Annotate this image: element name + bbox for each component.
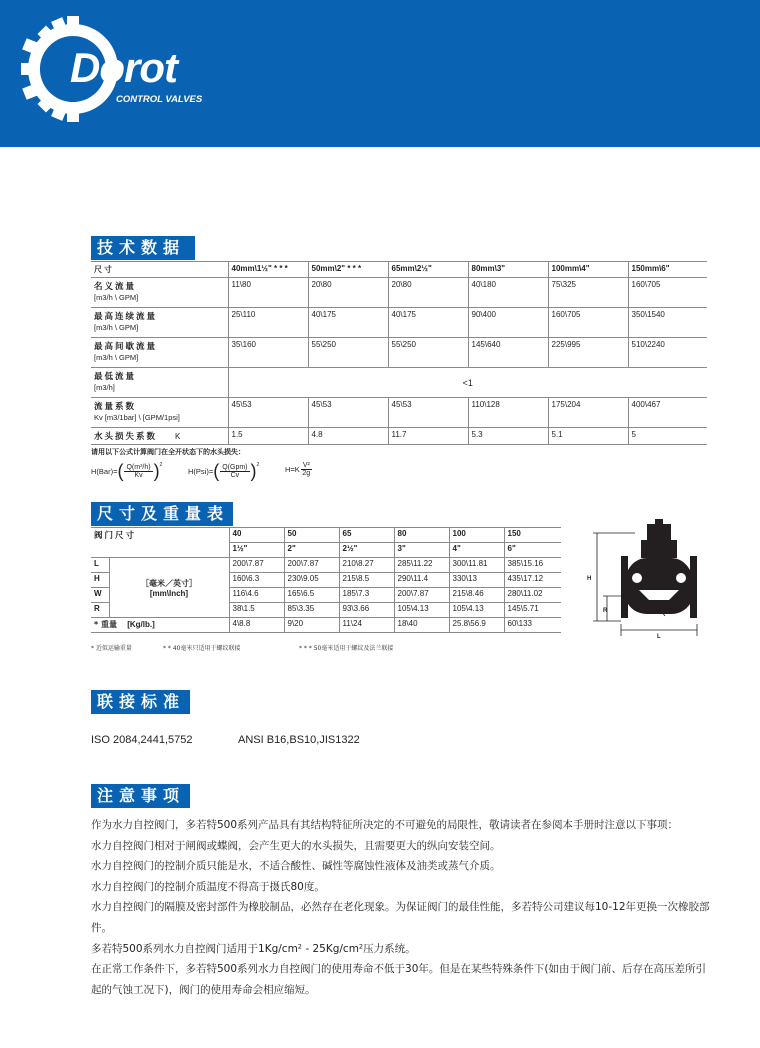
table-cell: 290\11.4 xyxy=(394,573,449,588)
note-paragraph: 水力自控阀门的隔膜及密封部件为橡胶制品，必然存在老化现象。为保证阀门的最佳性能，多若特公司建议每10-12年更换一次橡胶部件。 xyxy=(91,901,710,934)
table-cell: 215\8.46 xyxy=(449,588,504,603)
mm-size: 65 xyxy=(339,528,394,543)
table-cell: 215\8.5 xyxy=(339,573,394,588)
table-cell: 510\2240 xyxy=(628,338,707,368)
dim-label-w: W xyxy=(655,607,661,613)
row-unit-inline: K xyxy=(175,432,181,441)
table-cell: 160\705 xyxy=(628,278,707,308)
table-cell: 45\53 xyxy=(308,398,388,428)
footnote: * * 40毫米只适用于螺纹联接 xyxy=(163,645,241,652)
table-row xyxy=(91,338,707,368)
table-cell: 185\7.3 xyxy=(339,588,394,603)
table-cell: 5.1 xyxy=(548,428,628,445)
table-cell: 45\53 xyxy=(388,398,468,428)
table-row xyxy=(91,558,561,573)
footnote: * 近似运输重量 xyxy=(91,645,132,652)
dim-label-l: L xyxy=(657,634,661,640)
table-cell: 38\1.5 xyxy=(229,603,284,618)
table-cell: 116\4.6 xyxy=(229,588,284,603)
row-unit: [m3/h \ GPM] xyxy=(94,323,139,332)
weight-label-cell xyxy=(91,618,229,633)
mm-size: 40 xyxy=(229,528,284,543)
table-cell: 435\17.12 xyxy=(504,573,561,588)
table-cell: 60\133 xyxy=(504,618,561,633)
formula-exponent: 2 xyxy=(256,462,260,468)
table-cell: 330\13 xyxy=(449,573,504,588)
formula-fraction xyxy=(301,462,312,477)
formula-left: H(Psi)= xyxy=(188,466,214,476)
row-label: 水头损失系数 xyxy=(94,432,158,442)
mm-size: 80 xyxy=(394,528,449,543)
paren-close: ) xyxy=(153,461,160,481)
row-unit: [m3/h \ GPM] xyxy=(94,353,139,362)
formula-denominator: Cv xyxy=(230,471,240,479)
note-paragraph: 在正常工作条件下，多若特500系列水力自控阀门的使用寿命不低于30年。但是在某些特殊条件下(如由于阀门前、后存在高压差所引起的气蚀工况下)，阀门的使用寿命会相应缩短。 xyxy=(91,963,706,996)
standard-iso: ISO 2084,2441,5752 xyxy=(91,734,193,746)
note-paragraph: 多若特500系列水力自控阀门适用于1Kg/cm² - 25Kg/cm²压力系统。 xyxy=(91,942,416,955)
table-cell: 145\640 xyxy=(468,338,548,368)
table-cell: 25.8\56.9 xyxy=(449,618,504,633)
header-40: 40mm\1½" * * * xyxy=(228,262,308,278)
formula-fraction xyxy=(220,464,249,479)
table-cell: 105\4.13 xyxy=(449,603,504,618)
row-unit: [m3/h] xyxy=(94,383,115,392)
table-cell: 385\15.16 xyxy=(504,558,561,573)
formula-note: 请用以下公式计算阀门在全开状态下的水头损失： xyxy=(91,448,245,456)
row-unit: [m3/h \ GPM] xyxy=(94,293,139,302)
table-cell: 105\4.13 xyxy=(394,603,449,618)
mm-size: 150 xyxy=(504,528,561,543)
table-cell: 35\160 xyxy=(228,338,308,368)
note-paragraph: 作为水力自控阀门，多若特500系列产品具有其结构特征所决定的不可避免的局限性，敬请读者在参阅本手册时注意以下事项： xyxy=(91,819,679,831)
row-label: 流量系数 xyxy=(94,402,137,412)
table-cell: 110\128 xyxy=(468,398,548,428)
table-cell: 45\53 xyxy=(228,398,308,428)
table-cell: 9\20 xyxy=(284,618,339,633)
unit-label-en: [mm\Inch] xyxy=(149,588,189,598)
logo-wordmark: Dorot xyxy=(70,44,177,91)
table-cell: 40\175 xyxy=(308,308,388,338)
row-label: 最低流量 xyxy=(94,372,137,382)
table-row xyxy=(91,278,707,308)
table-cell: 285\11.22 xyxy=(394,558,449,573)
table-cell: 55\250 xyxy=(388,338,468,368)
footnote: * * * 50毫米适用于螺纹及法兰联接 xyxy=(299,645,394,652)
paren-open: ( xyxy=(213,461,220,481)
table-cell: 4\8.8 xyxy=(229,618,284,633)
inch-size: 4" xyxy=(449,543,504,558)
row-key: L xyxy=(91,558,109,573)
table-cell: 5.3 xyxy=(468,428,548,445)
formula-exponent: 2 xyxy=(159,462,163,468)
table-cell: 200\7.87 xyxy=(284,558,339,573)
inch-size: 6" xyxy=(504,543,561,558)
table-cell: 5 xyxy=(628,428,707,445)
table-cell: 165\6.5 xyxy=(284,588,339,603)
table-cell: 55\250 xyxy=(308,338,388,368)
table-cell: 350\1540 xyxy=(628,308,707,338)
note-paragraph: 水力自控阀门的控制介质温度不得高于摄氏80度。 xyxy=(91,880,325,893)
min-flow-value: <1 xyxy=(228,368,707,398)
formula-denominator: Kv xyxy=(134,471,143,479)
table-cell: 11.7 xyxy=(388,428,468,445)
header-100: 100mm\4" xyxy=(548,262,628,278)
table-row xyxy=(91,368,707,398)
inch-size: 1½" xyxy=(229,543,284,558)
unit-label-cn: ［毫米／英寸］ xyxy=(141,578,197,588)
table-row xyxy=(91,308,707,338)
formula-denominator: 2g xyxy=(302,470,311,477)
table-cell: 200\7.87 xyxy=(229,558,284,573)
formula-left: H(Bar)= xyxy=(91,466,118,476)
formula-numerator: Q(m³/h) xyxy=(126,463,151,471)
table-cell: 160\6.3 xyxy=(229,573,284,588)
dimensions-table xyxy=(91,527,561,633)
section-title-dimensions: 尺寸及重量表 xyxy=(91,502,233,526)
paren-open: ( xyxy=(117,461,124,481)
row-key: H xyxy=(91,573,109,588)
table-cell: 40\180 xyxy=(468,278,548,308)
unit-cell xyxy=(109,558,229,618)
note-paragraph: 水力自控阀门相对于闸阀或蝶阀，会产生更大的水头损失，且需要更大的纵向安装空间。 xyxy=(91,839,501,852)
table-cell: 85\3.35 xyxy=(284,603,339,618)
formula-k xyxy=(285,462,313,477)
mm-size: 50 xyxy=(284,528,339,543)
table-cell: 18\40 xyxy=(394,618,449,633)
valve-diagram xyxy=(585,518,715,650)
row-label: 最高连续流量 xyxy=(94,312,158,322)
table-cell: 145\5.71 xyxy=(504,603,561,618)
table-cell: 300\11.81 xyxy=(449,558,504,573)
table-cell: 20\80 xyxy=(388,278,468,308)
table-cell: 4.8 xyxy=(308,428,388,445)
table-cell: 200\7.87 xyxy=(394,588,449,603)
tech-data-table xyxy=(91,261,707,445)
section-title-standards: 联接标准 xyxy=(91,690,190,714)
header-80: 80mm\3" xyxy=(468,262,548,278)
section-title-notes: 注意事项 xyxy=(91,784,190,808)
table-cell: 225\995 xyxy=(548,338,628,368)
formula-numerator: V² xyxy=(302,462,310,469)
inch-size: 2½" xyxy=(339,543,394,558)
table-cell: 93\3.66 xyxy=(339,603,394,618)
mm-size: 100 xyxy=(449,528,504,543)
table-header-row xyxy=(91,528,561,543)
dim-label-r: R xyxy=(603,608,608,614)
dorot-logo xyxy=(18,14,218,124)
weight-label: * 重量 xyxy=(94,620,117,629)
header-valve-size: 阀门尺寸 xyxy=(94,531,137,541)
table-row xyxy=(91,398,707,428)
row-label: 最高间歇流量 xyxy=(94,342,158,352)
table-cell: 230\9.05 xyxy=(284,573,339,588)
notes-body xyxy=(91,815,711,1000)
table-cell: 40\175 xyxy=(388,308,468,338)
table-cell: 25\110 xyxy=(228,308,308,338)
table-cell: 11\24 xyxy=(339,618,394,633)
formula-fraction xyxy=(124,464,152,479)
table-cell: 20\80 xyxy=(308,278,388,308)
formula-left: H=K xyxy=(285,465,300,474)
table-cell: 11\80 xyxy=(228,278,308,308)
table-cell: 1.5 xyxy=(228,428,308,445)
inch-size: 3" xyxy=(394,543,449,558)
table-cell: 175\204 xyxy=(548,398,628,428)
header-band xyxy=(0,0,760,147)
table-header-row xyxy=(91,543,561,558)
standard-ansi: ANSI B16,BS10,JIS1322 xyxy=(238,734,360,746)
dim-label-h: H xyxy=(587,576,592,582)
row-key: R xyxy=(91,603,109,618)
row-key: W xyxy=(91,588,109,603)
row-label: 名义流量 xyxy=(94,282,137,292)
formula-bar xyxy=(91,462,162,480)
paren-close: ) xyxy=(250,461,257,481)
table-cell: 90\400 xyxy=(468,308,548,338)
logo-tagline: CONTROL VALVES xyxy=(116,94,203,105)
header-size: 尺寸 xyxy=(91,262,228,278)
table-row xyxy=(91,428,707,445)
table-row xyxy=(91,618,561,633)
table-cell: 75\325 xyxy=(548,278,628,308)
table-header-row xyxy=(91,262,707,278)
header-150: 150mm\6" xyxy=(628,262,707,278)
header-65: 65mm\2½" xyxy=(388,262,468,278)
row-unit: Kv [m3/1bar] \ [GPM/1psi] xyxy=(94,413,180,422)
header-50: 50mm\2" * * * xyxy=(308,262,388,278)
note-paragraph: 水力自控阀门的控制介质只能是水，不适合酸性、碱性等腐蚀性液体及油类或蒸气介质。 xyxy=(91,860,501,873)
formula-psi xyxy=(188,462,259,480)
table-cell: 160\705 xyxy=(548,308,628,338)
table-cell: 400\467 xyxy=(628,398,707,428)
formula-numerator: Q(Gpm) xyxy=(222,463,248,471)
section-title-tech-data: 技术数据 xyxy=(91,236,195,260)
header-blank xyxy=(91,543,229,558)
inch-size: 2" xyxy=(284,543,339,558)
table-cell: 280\11.02 xyxy=(504,588,561,603)
weight-unit: [Kg/lb.] xyxy=(127,620,155,629)
table-cell: 210\8.27 xyxy=(339,558,394,573)
